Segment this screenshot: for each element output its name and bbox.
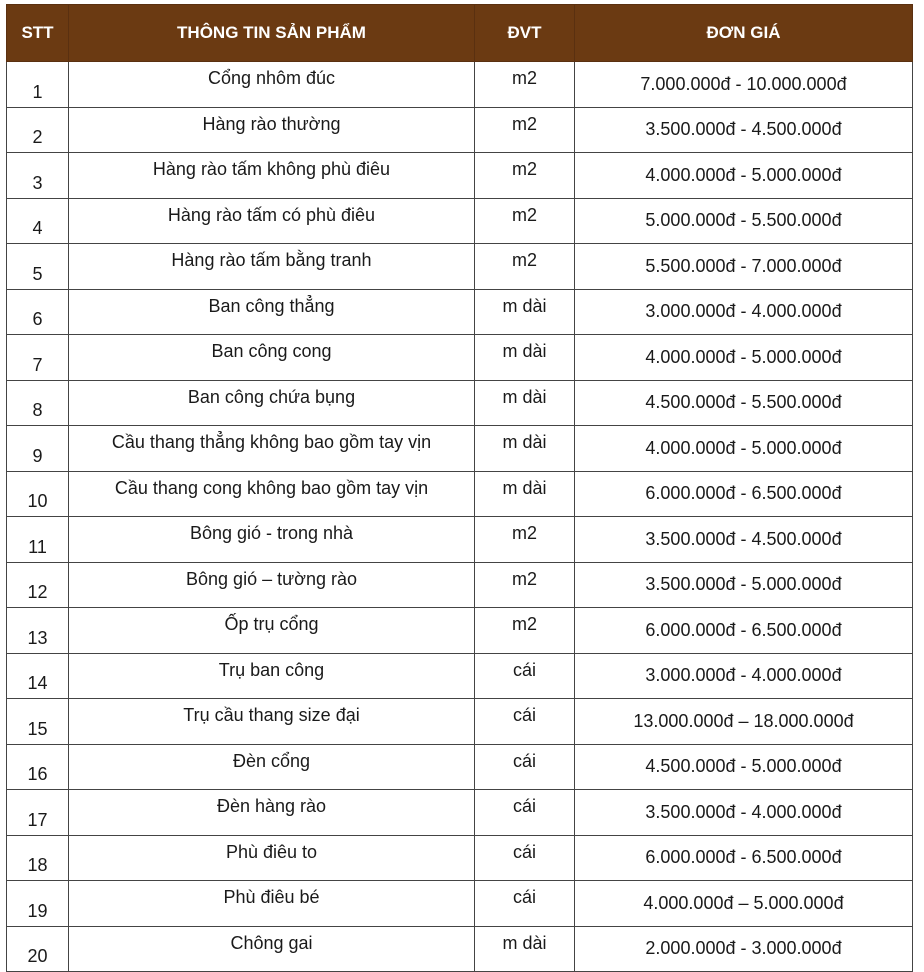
row-product-name-cell: Ốp trụ cổng [69,608,475,654]
table-row [7,244,913,290]
table-body [7,62,913,972]
table-row [7,790,913,836]
row-product-name-cell: Phù điêu bé [69,881,475,927]
row-stt-cell: 10 [7,471,69,517]
row-unit-cell: m dài [475,471,575,517]
row-price-cell: 3.000.000đ - 4.000.000đ [575,653,913,699]
table-row [7,744,913,790]
table-row [7,653,913,699]
table-row [7,335,913,381]
row-product-name-cell: Bông gió – tường rào [69,562,475,608]
row-product-name-cell: Hàng rào tấm bằng tranh [69,244,475,290]
row-stt-cell: 11 [7,517,69,563]
row-price-cell: 4.000.000đ – 5.000.000đ [575,881,913,927]
row-unit-cell: m2 [475,608,575,654]
row-price-cell: 3.500.000đ - 4.500.000đ [575,517,913,563]
row-stt-cell: 7 [7,335,69,381]
row-stt-cell: 14 [7,653,69,699]
row-stt-cell: 4 [7,198,69,244]
table-row [7,699,913,745]
row-product-name-cell: Hàng rào tấm không phù điêu [69,153,475,199]
row-unit-cell: cái [475,653,575,699]
table-row [7,608,913,654]
row-price-cell: 6.000.000đ - 6.500.000đ [575,471,913,517]
row-price-cell: 4.000.000đ - 5.000.000đ [575,335,913,381]
row-product-name-cell: Ban công chứa bụng [69,380,475,426]
table-row [7,517,913,563]
table-header [7,5,913,62]
table-row [7,289,913,335]
row-product-name-cell: Ban công thẳng [69,289,475,335]
row-product-name-cell: Đèn cổng [69,744,475,790]
row-stt-cell: 19 [7,881,69,927]
table-row [7,198,913,244]
row-stt-cell: 9 [7,426,69,472]
price-table-container [6,4,912,972]
header-product-info: THÔNG TIN SẢN PHẨM [69,5,475,62]
row-product-name-cell: Cổng nhôm đúc [69,62,475,108]
row-stt-cell: 6 [7,289,69,335]
row-product-name-cell: Chông gai [69,926,475,972]
row-price-cell: 3.500.000đ - 4.000.000đ [575,790,913,836]
row-unit-cell: m dài [475,380,575,426]
row-price-cell: 2.000.000đ - 3.000.000đ [575,926,913,972]
row-product-name-cell: Hàng rào thường [69,107,475,153]
row-stt-cell: 12 [7,562,69,608]
header-unit-price: ĐƠN GIÁ [575,5,913,62]
price-table [6,4,913,972]
row-price-cell: 4.000.000đ - 5.000.000đ [575,426,913,472]
row-unit-cell: m2 [475,62,575,108]
header-unit: ĐVT [475,5,575,62]
row-unit-cell: m2 [475,562,575,608]
row-unit-cell: m dài [475,289,575,335]
table-row [7,380,913,426]
row-price-cell: 13.000.000đ – 18.000.000đ [575,699,913,745]
row-unit-cell: m dài [475,335,575,381]
row-price-cell: 6.000.000đ - 6.500.000đ [575,608,913,654]
row-stt-cell: 15 [7,699,69,745]
row-product-name-cell: Phù điêu to [69,835,475,881]
row-stt-cell: 13 [7,608,69,654]
row-price-cell: 4.500.000đ - 5.000.000đ [575,744,913,790]
row-unit-cell: cái [475,790,575,836]
row-stt-cell: 16 [7,744,69,790]
row-price-cell: 3.500.000đ - 4.500.000đ [575,107,913,153]
row-stt-cell: 8 [7,380,69,426]
row-stt-cell: 18 [7,835,69,881]
row-price-cell: 5.000.000đ - 5.500.000đ [575,198,913,244]
row-unit-cell: cái [475,699,575,745]
row-unit-cell: m dài [475,426,575,472]
row-unit-cell: m2 [475,198,575,244]
header-row [7,5,913,62]
row-product-name-cell: Hàng rào tấm có phù điêu [69,198,475,244]
row-unit-cell: m2 [475,153,575,199]
row-product-name-cell: Bông gió - trong nhà [69,517,475,563]
row-stt-cell: 1 [7,62,69,108]
row-product-name-cell: Cầu thang thẳng không bao gồm tay vịn [69,426,475,472]
row-unit-cell: cái [475,744,575,790]
row-stt-cell: 5 [7,244,69,290]
row-stt-cell: 3 [7,153,69,199]
row-product-name-cell: Trụ ban công [69,653,475,699]
row-unit-cell: m2 [475,107,575,153]
table-row [7,153,913,199]
row-unit-cell: m2 [475,517,575,563]
row-unit-cell: m2 [475,244,575,290]
row-stt-cell: 17 [7,790,69,836]
row-product-name-cell: Cầu thang cong không bao gồm tay vịn [69,471,475,517]
table-row [7,926,913,972]
row-unit-cell: cái [475,881,575,927]
row-product-name-cell: Đèn hàng rào [69,790,475,836]
row-price-cell: 4.500.000đ - 5.500.000đ [575,380,913,426]
row-product-name-cell: Trụ cầu thang size đại [69,699,475,745]
row-price-cell: 3.000.000đ - 4.000.000đ [575,289,913,335]
table-row [7,62,913,108]
table-row [7,471,913,517]
header-stt: STT [7,5,69,62]
row-product-name-cell: Ban công cong [69,335,475,381]
row-unit-cell: cái [475,835,575,881]
table-row [7,107,913,153]
row-price-cell: 7.000.000đ - 10.000.000đ [575,62,913,108]
row-price-cell: 3.500.000đ - 5.000.000đ [575,562,913,608]
row-price-cell: 6.000.000đ - 6.500.000đ [575,835,913,881]
row-stt-cell: 20 [7,926,69,972]
table-row [7,881,913,927]
row-price-cell: 4.000.000đ - 5.000.000đ [575,153,913,199]
table-row [7,835,913,881]
row-unit-cell: m dài [475,926,575,972]
row-stt-cell: 2 [7,107,69,153]
table-row [7,562,913,608]
row-price-cell: 5.500.000đ - 7.000.000đ [575,244,913,290]
table-row [7,426,913,472]
